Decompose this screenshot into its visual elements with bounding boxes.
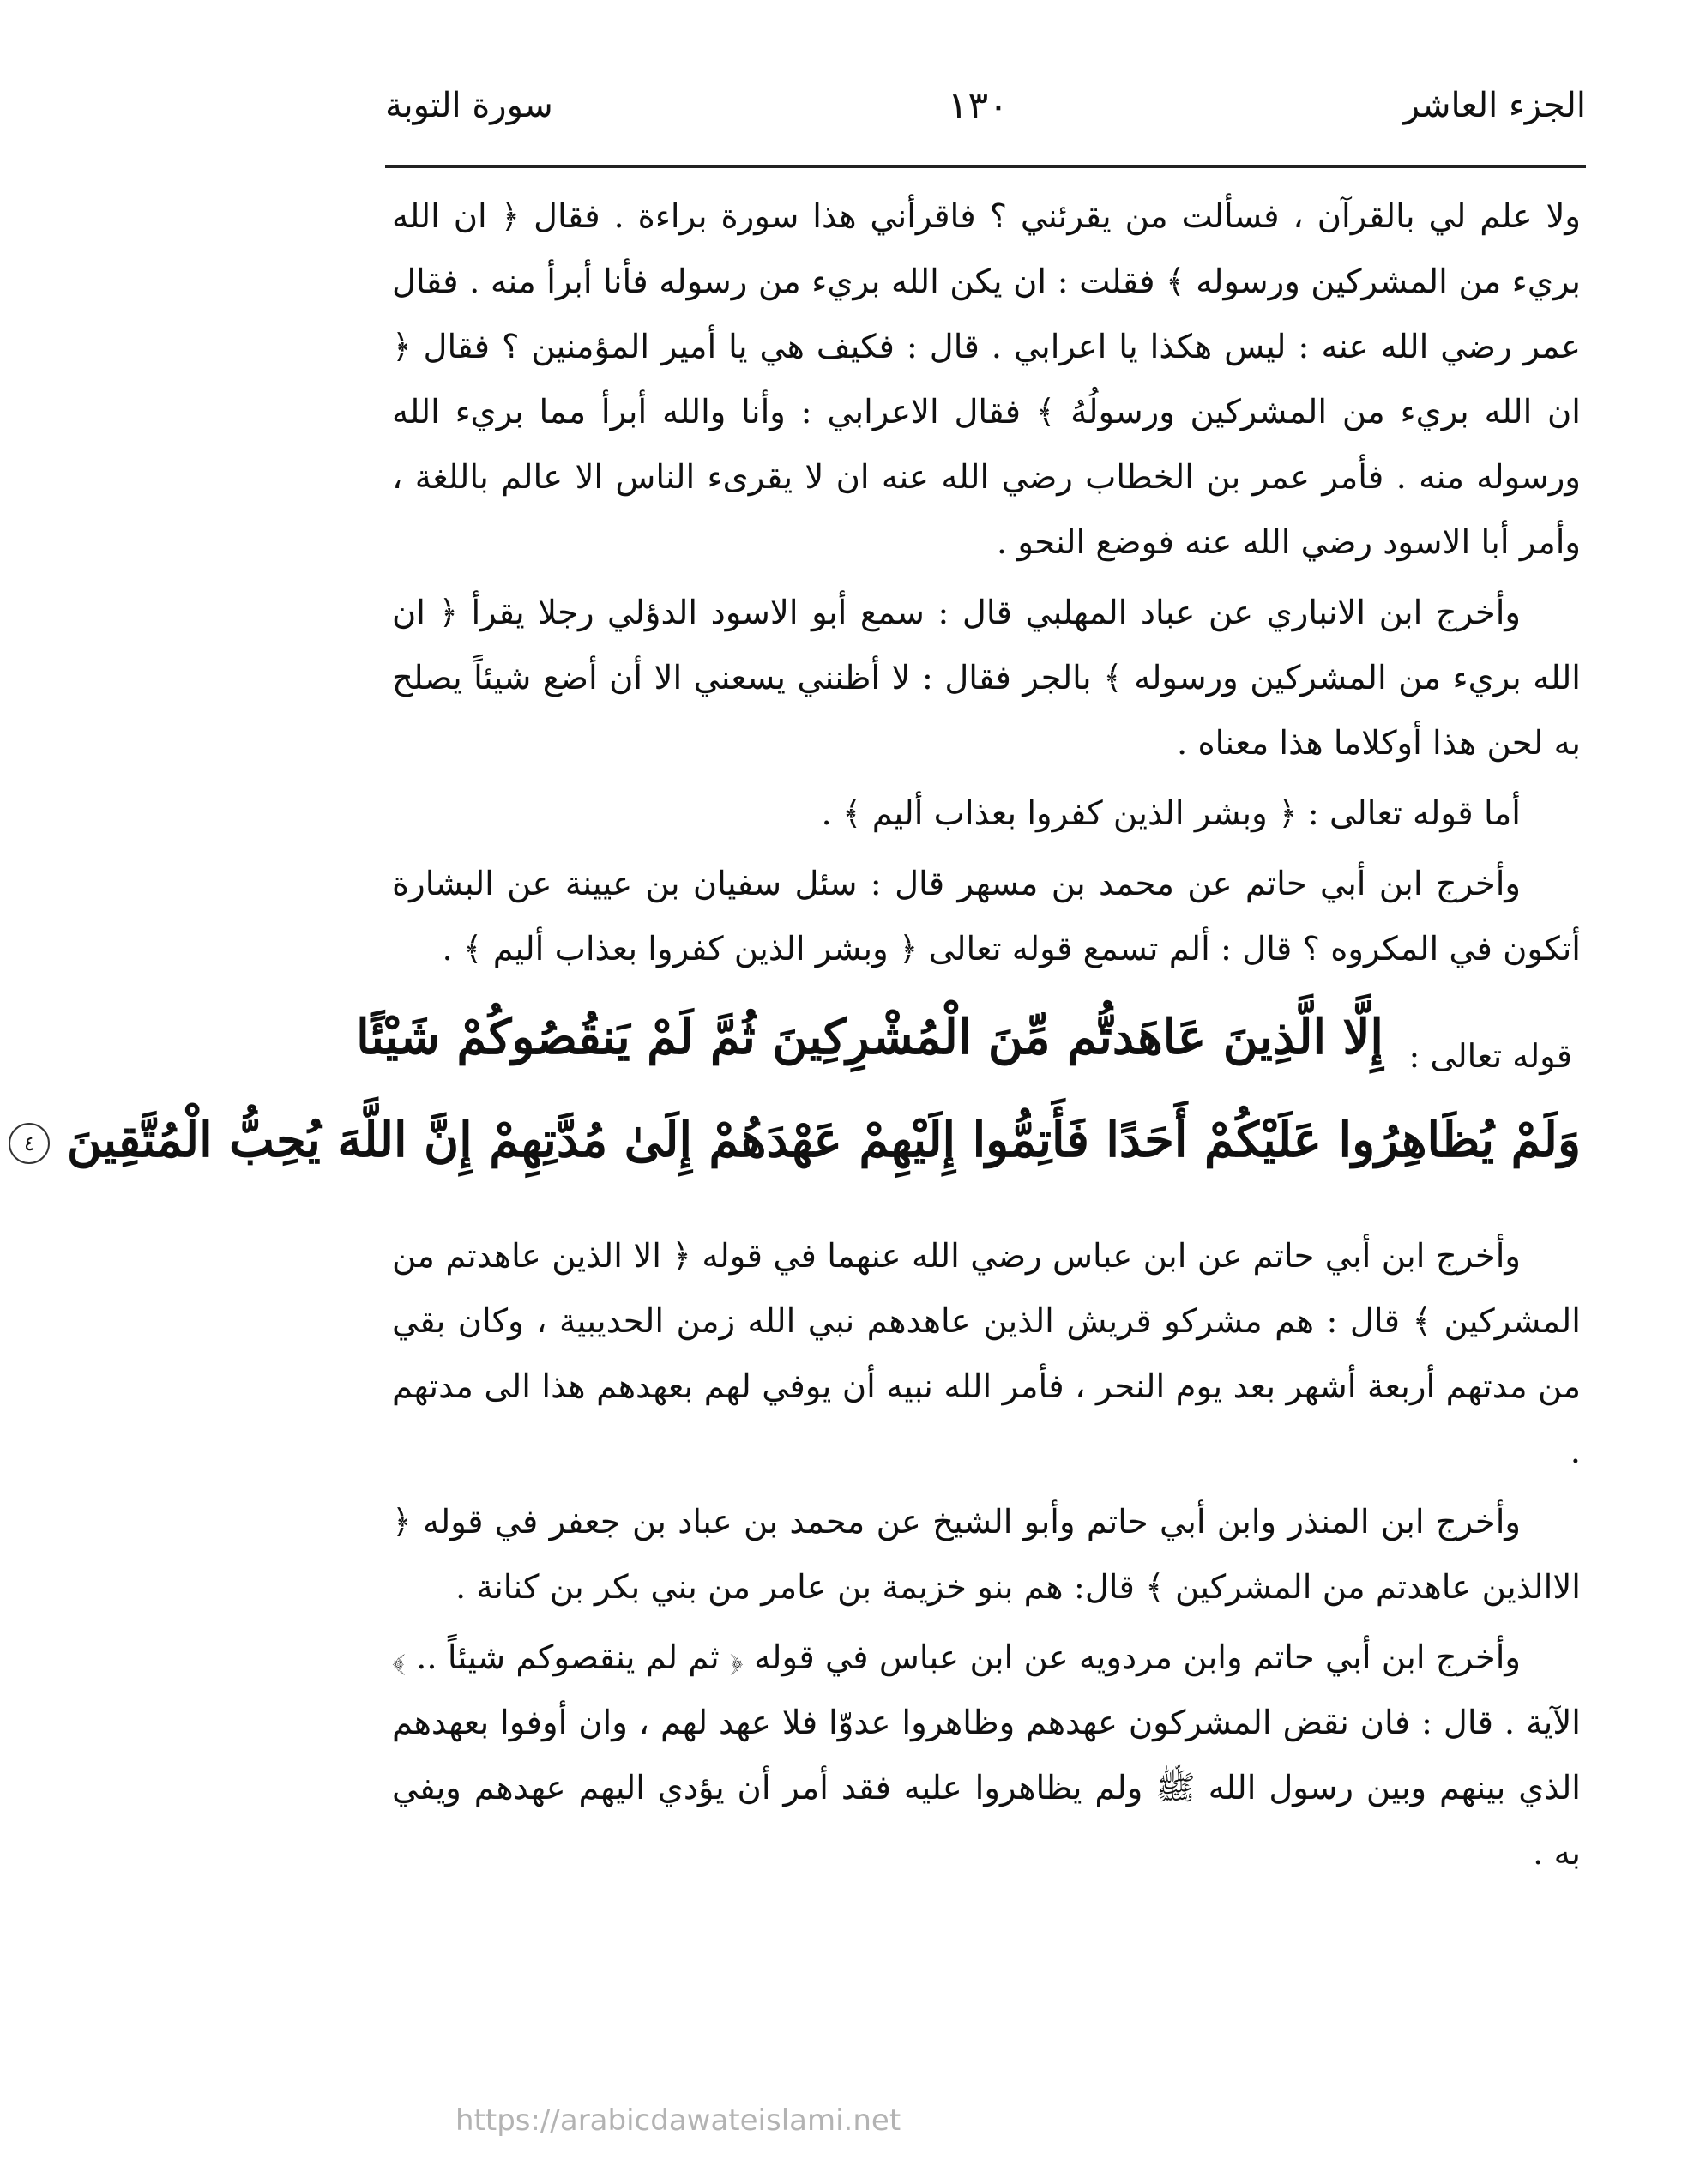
paragraph-2: وأخرج ابن الانباري عن عباد المهلبي قال : سمع أبو الاسود الدؤلي رجلا يقرأ ﴿ ان الله بريء من المشركين ورسوله ﴾ بالجر فقال : لا أظنني يسعني الا أن أضع شيئاً يصلح به لحن هذا أوكلاما هذا معناه . xyxy=(392,594,1581,763)
verse-line-1-text: إِلَّا الَّذِينَ عَاهَدتُّم مِّنَ الْمُشْرِكِينَ ثُمَّ لَمْ يَنقُصُوكُمْ شَيْئًا xyxy=(356,1009,1383,1065)
quran-verse-block xyxy=(23,994,1581,1209)
page-body xyxy=(23,184,1581,1886)
paragraph-6: وأخرج ابن المنذر وابن أبي حاتم وأبو الشيخ عن محمد بن عباد بن جعفر في قوله ﴿ الاالذين عاهدتم من المشركين ﴾ قال: هم بنو خزيمة بن عامر من بني بكر بن كنانة . xyxy=(392,1503,1581,1607)
paragraph-3: أما قوله تعالى : ﴿ وبشر الذين كفروا بعذاب أليم ﴾ . xyxy=(821,794,1521,833)
watermark-url: https://arabicdawateislami.net xyxy=(455,2103,901,2138)
page-header xyxy=(385,75,1586,136)
verse-line-1 xyxy=(356,994,1383,1080)
part-title: الجزء العاشر xyxy=(1402,86,1586,125)
paragraph-1: ولا علم لي بالقرآن ، فسألت من يقرئني ؟ فاقرأني هذا سورة براءة . فقال ﴿ ان الله بريء من المشركين ورسوله ﴾ فقلت : ان يكن الله بريء من رسوله فأنا أبرأ منه . فقال عمر رضي الله عنه : ليس هكذا يا اعرابي . قال : فكيف هي يا أمير المؤمنين ؟ فقال ﴿ ان الله بريء من المشركين ورسولُهُ ﴾ فقال الاعرابي : وأنا والله أبرأ مما بريء الله ورسوله منه . فأمر عمر بن الخطاب رضي الله عنه ان لا يقرىء الناس الا عالم باللغة ، وأمر أبا الاسود رضي الله عنه فوضع النحو . xyxy=(392,197,1581,562)
paragraph-5: وأخرج ابن أبي حاتم عن ابن عباس رضي الله عنهما في قوله ﴿ الا الذين عاهدتم من المشركين ﴾ قال : هم مشركو قريش الذين عاهدهم نبي الله زمن الحديبية ، وكان بقي من مدتهم أربعة أشهر بعد يوم النحر ، فأمر الله نبيه أن يوفي لهم بعهدهم هذا الى مدتهم . xyxy=(392,1237,1581,1471)
page-number: ١٣٠ xyxy=(947,83,1009,128)
surah-title: سورة التوبة xyxy=(385,86,553,125)
verse-line-2 xyxy=(23,1097,1581,1183)
header-rule xyxy=(385,165,1586,168)
ayah-number-marker: ٤ xyxy=(9,1123,50,1164)
paragraph-4: وأخرج ابن أبي حاتم عن محمد بن مسهر قال : سئل سفيان بن عيينة عن البشارة أتكون في المكروه ؟ قال : ألم تسمع قوله تعالى ﴿ وبشر الذين كفروا بعذاب أليم ﴾ . xyxy=(392,865,1581,968)
document-page xyxy=(23,0,1706,2184)
verse-intro: قوله تعالى : xyxy=(1408,1037,1572,1075)
paragraph-7: وأخرج ابن أبي حاتم وابن مردويه عن ابن عباس في قوله ﴿ ثم لم ينقصوكم شيئاً .. ﴾ الآية . قال : فان نقض المشركون عهدهم وظاهروا عدوّا فلا عهد لهم ، وان أوفوا بعهدهم الذي بينهم وبين رسول الله ﷺ ولم يظاهروا عليه فقد أمر أن يؤدي اليهم عهدهم ويفي به . xyxy=(392,1638,1581,1873)
verse-line-2-text: وَلَمْ يُظَاهِرُوا عَلَيْكُمْ أَحَدًا فَأَتِمُّوا إِلَيْهِمْ عَهْدَهُمْ إِلَىٰ مُدَّتِهِمْ إِنَّ اللَّهَ يُحِبُّ الْمُتَّقِينَ xyxy=(66,1112,1581,1168)
